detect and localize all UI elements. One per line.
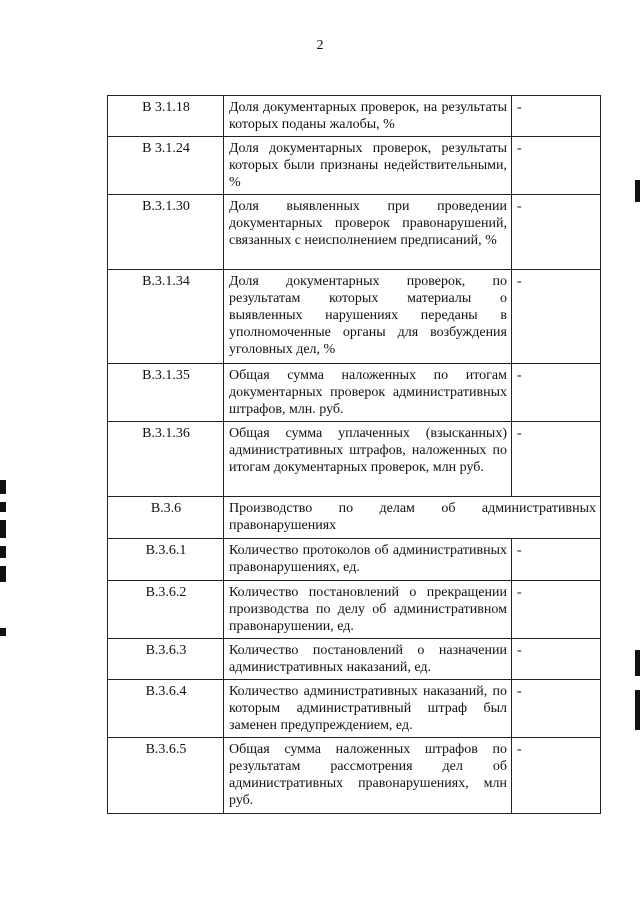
row-description: Количество административных наказаний, по которым административный штраф был заменен предупреждением, ед.: [224, 680, 512, 738]
row-code: В.3.6.2: [108, 581, 224, 639]
row-description: Общая сумма наложенных штрафов по результатам рассмотрения дел об административных правонарушениях, млн руб.: [224, 738, 512, 814]
row-description: Количество постановлений о прекращении производства по делу об административном правонарушении, ед.: [224, 581, 512, 639]
row-value: -: [512, 270, 601, 364]
row-value: -: [512, 581, 601, 639]
row-value: -: [512, 422, 601, 497]
table-row: [108, 680, 601, 738]
row-value: -: [512, 738, 601, 814]
row-value: -: [512, 680, 601, 738]
scan-margin-marks-right: [634, 180, 640, 820]
table-row: [108, 270, 601, 364]
indicators-table-body: [108, 96, 601, 814]
row-value: -: [512, 195, 601, 270]
row-description: Доля документарных проверок, результаты которых были признаны недействительными, %: [224, 137, 512, 195]
section-description: Производство по делам об административных правонарушениях: [224, 497, 601, 539]
row-description: Количество протоколов об административных правонарушениях, ед.: [224, 539, 512, 581]
row-code: В.3.6.3: [108, 639, 224, 680]
row-code: В.3.6.4: [108, 680, 224, 738]
row-code: В 3.1.24: [108, 137, 224, 195]
row-description: Доля выявленных при проведении документарных проверок правонарушений, связанных с неисполнением предписаний, %: [224, 195, 512, 270]
section-code: В.3.6: [108, 497, 224, 539]
row-code: В 3.1.18: [108, 96, 224, 137]
table-row: [108, 364, 601, 422]
row-description: Доля документарных проверок, по результатам которых материалы о выявленных нарушениях переданы в уполномоченные органы для возбуждения уголовных дел, %: [224, 270, 512, 364]
row-description: Доля документарных проверок, на результаты которых поданы жалобы, %: [224, 96, 512, 137]
table-row: [108, 96, 601, 137]
table-row: [108, 422, 601, 497]
row-code: В.3.1.36: [108, 422, 224, 497]
row-code: В.3.1.30: [108, 195, 224, 270]
table-row: [108, 195, 601, 270]
row-code: В.3.6.1: [108, 539, 224, 581]
scan-margin-marks-left: [0, 480, 8, 640]
section-row: [108, 497, 601, 539]
row-value: -: [512, 137, 601, 195]
table-row: [108, 581, 601, 639]
row-code: В.3.1.34: [108, 270, 224, 364]
table-row: [108, 539, 601, 581]
row-code: В.3.6.5: [108, 738, 224, 814]
row-description: Общая сумма уплаченных (взысканных) административных штрафов, наложенных по итогам документарных проверок, млн руб.: [224, 422, 512, 497]
row-value: -: [512, 364, 601, 422]
row-value: -: [512, 539, 601, 581]
table-row: [108, 137, 601, 195]
row-description: Количество постановлений о назначении административных наказаний, ед.: [224, 639, 512, 680]
row-value: -: [512, 96, 601, 137]
row-description: Общая сумма наложенных по итогам документарных проверок административных штрафов, млн. руб.: [224, 364, 512, 422]
row-code: В.3.1.35: [108, 364, 224, 422]
table-row: [108, 738, 601, 814]
table-row: [108, 639, 601, 680]
page-number: 2: [316, 38, 324, 53]
indicators-table: [107, 95, 601, 814]
row-value: -: [512, 639, 601, 680]
